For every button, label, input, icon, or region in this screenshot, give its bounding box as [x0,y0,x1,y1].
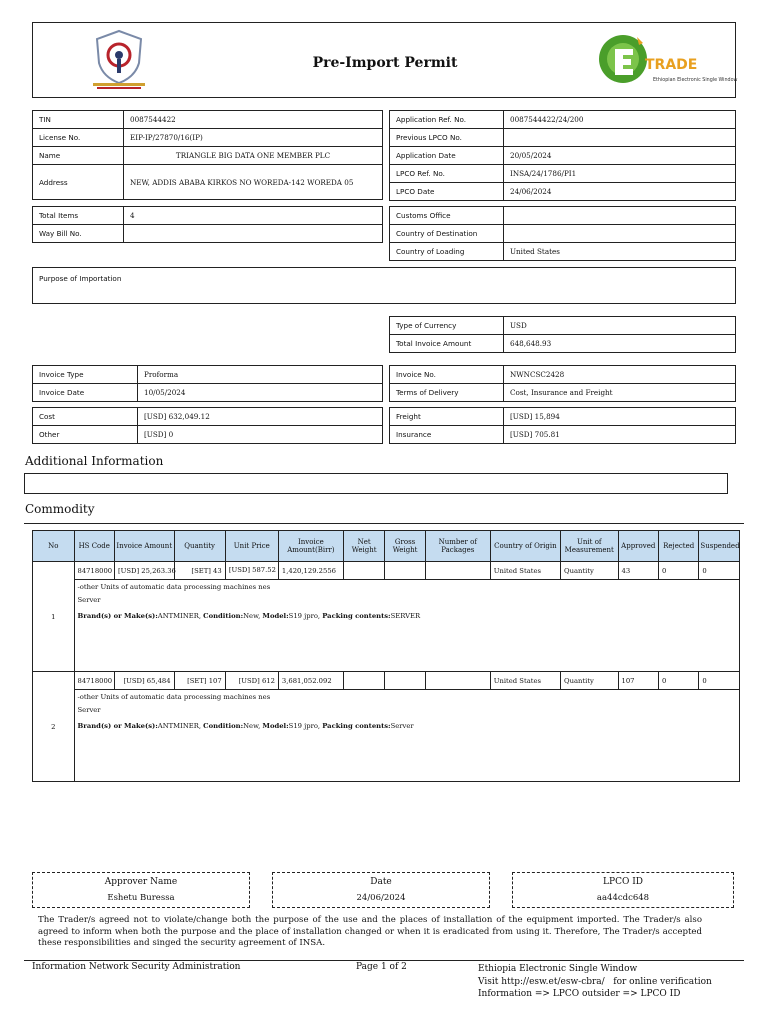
total-items-row [33,207,383,225]
gross-weight [385,672,425,690]
col-header: Rejected [658,531,698,562]
destination-label: Country of Destination [390,225,504,243]
row-number: 2 [33,672,75,782]
col-header: Number of Packages [425,531,490,562]
license-row [33,129,383,147]
currency-table [389,316,736,353]
freight-row [390,408,736,426]
application-table [389,110,736,201]
hs-code: 84718000 [74,672,114,690]
app-date-value: 20/05/2024 [504,147,736,165]
col-header: No [33,531,75,562]
description-line: Server [77,706,101,715]
net-weight [343,562,385,580]
commodity-table [32,530,740,782]
col-header: Quantity [174,531,225,562]
footer-org: Information Network Security Administration [32,962,241,972]
applicant-table [32,110,383,200]
description-line: -other Units of automatic data processing machines nes [77,583,271,591]
rejected: 0 [658,562,698,580]
approval-date-value: 24/06/2024 [356,893,406,903]
description-row [33,580,740,672]
approver-label: Approver Name [104,877,178,887]
footer-info: Information => LPCO outsider => LPCO ID [478,989,681,999]
customs-value [504,207,736,225]
commodity-description [74,690,739,782]
commodity-title: Commodity [25,502,95,516]
footer-visit: Visit http://esw.et/esw-cbra/ for online verification [478,977,712,987]
insurance-row [390,426,736,444]
lpco-ref-label: LPCO Ref. No. [390,165,504,183]
rejected: 0 [658,672,698,690]
packages [425,562,490,580]
total-invoice-value: 648,648.93 [504,335,736,353]
costs-right-table [389,407,736,444]
unit-price: [USD] 612 [225,672,278,690]
invoice-type-row [33,366,383,384]
footer-divider [24,960,744,961]
unit-price: [USD] 587.52 [225,562,278,580]
commodity-header-row [33,531,740,562]
condition-value: New, [243,722,263,731]
loading-label: Country of Loading [390,243,504,261]
lpco-id-value: aa44cdc648 [596,893,650,903]
lpco-date-value: 24/06/2024 [504,183,736,201]
brand-value: ANTMINER, [157,612,204,621]
svg-text:TRADE: TRADE [645,57,698,73]
invoice-no-label: Invoice No. [390,366,504,384]
description-line: Server [77,596,101,605]
name-value: TRIANGLE BIG DATA ONE MEMBER PLC [124,147,383,165]
country-of-origin: United States [490,562,560,580]
country-of-origin: United States [490,672,560,690]
condition-value: New, [243,612,263,621]
approver-value: Eshetu Buressa [107,893,175,903]
address-value: NEW, ADDIS ABABA KIRKOS NO WOREDA-142 WOREDA 05 [124,165,383,200]
customs-table [389,206,736,261]
waybill-row [33,225,383,243]
destination-row [390,225,736,243]
destination-value [504,225,736,243]
approver-box [32,872,250,908]
invoice-no-row [390,366,736,384]
waybill-value [124,225,383,243]
svg-text:Ethiopian Electronic Single Wi: Ethiopian Electronic Single Window [653,78,738,83]
costs-left-table [32,407,383,444]
brand-line [78,611,736,621]
purpose-box [32,267,736,304]
brand-label: Brand(s) or Make(s): [77,722,158,731]
col-header: Invoice Amount [114,531,174,562]
invoice-type-label: Invoice Type [33,366,138,384]
additional-info-title: Additional Information [25,454,164,468]
insurance-value: [USD] 705.81 [504,426,736,444]
invoice-date-value: 10/05/2024 [138,384,383,402]
invoice-amount: [USD] 65,484 [114,672,174,690]
table-row [33,672,740,690]
loading-value: United States [504,243,736,261]
col-header: HS Code [74,531,114,562]
prev-lpco-value [504,129,736,147]
packing-value: Server [390,722,414,731]
model-label: Model: [262,612,289,621]
page-number: Page 1 of 2 [356,962,407,972]
customs-label: Customs Office [390,207,504,225]
currency-type-value: USD [504,317,736,335]
approved: 107 [618,672,658,690]
app-ref-row [390,111,736,129]
currency-type-row [390,317,736,335]
col-header: Approved [618,531,658,562]
total-invoice-label: Total Invoice Amount [390,335,504,353]
invoice-amount-birr: 3,681,052.092 [278,672,343,690]
approved: 43 [618,562,658,580]
etrade-logo-icon [593,29,738,91]
col-header: Unit Price [225,531,278,562]
col-header: Country of Origin [490,531,560,562]
license-label: License No. [33,129,124,147]
lpco-id-label: LPCO ID [603,877,643,887]
col-header: Gross Weight [385,531,425,562]
additional-info-box [24,473,728,494]
suspended: 0 [699,562,740,580]
invoice-type-value: Proforma [138,366,383,384]
quantity: [SET] 107 [174,672,225,690]
tin-value: 0087544422 [124,111,383,129]
lpco-date-row [390,183,736,201]
cost-label: Cost [33,408,138,426]
lpco-ref-row [390,165,736,183]
condition-label: Condition: [203,722,244,731]
loading-row [390,243,736,261]
app-ref-label: Application Ref. No. [390,111,504,129]
packing-value: SERVER [390,612,421,621]
customs-row [390,207,736,225]
gross-weight [385,562,425,580]
brand-line [78,721,736,731]
approval-date-box [272,872,490,908]
col-header: Suspended [699,531,740,562]
currency-type-label: Type of Currency [390,317,504,335]
unit-of-measurement: Quantity [561,562,618,580]
brand-label: Brand(s) or Make(s): [77,612,158,621]
col-header: Invoice Amount(Birr) [278,531,343,562]
description-line: -other Units of automatic data processing machines nes [77,693,271,701]
col-header: Net Weight [343,531,385,562]
commodity-divider [24,523,744,524]
terms-label: Terms of Delivery [390,384,504,402]
invoice-date-label: Invoice Date [33,384,138,402]
app-date-row [390,147,736,165]
tin-label: TIN [33,111,124,129]
freight-label: Freight [390,408,504,426]
app-date-label: Application Date [390,147,504,165]
invoice-right-table [389,365,736,402]
cost-value: [USD] 632,049.12 [138,408,383,426]
unit-of-measurement: Quantity [561,672,618,690]
prev-lpco-label: Previous LPCO No. [390,129,504,147]
packing-label: Packing contents: [322,722,391,731]
name-row [33,147,383,165]
app-ref-value: 0087544422/24/200 [504,111,736,129]
model-value: S19 jpro, [288,612,323,621]
approval-date-label: Date [370,877,392,887]
insurance-label: Insurance [390,426,504,444]
hs-code: 84718000 [74,562,114,580]
other-row [33,426,383,444]
lpco-date-label: LPCO Date [390,183,504,201]
header-box [32,22,736,98]
terms-value: Cost, Insurance and Freight [504,384,736,402]
footer-esw: Ethiopia Electronic Single Window [478,964,638,974]
invoice-left-table [32,365,383,402]
row-number: 1 [33,562,75,672]
license-value: EIP-IP/27870/16(IP) [124,129,383,147]
invoice-amount: [USD] 25,263.36 [114,562,174,580]
commodity-description [74,580,739,672]
other-value: [USD] 0 [138,426,383,444]
invoice-amount-birr: 1,420,129.2556 [278,562,343,580]
model-value: S19 jpro, [288,722,323,731]
packing-label: Packing contents: [322,612,391,621]
address-row [33,165,383,200]
invoice-no-value: NWNCSC2428 [504,366,736,384]
total-items-label: Total Items [33,207,124,225]
total-items-value: 4 [124,207,383,225]
lpco-id-box [512,872,734,908]
other-label: Other [33,426,138,444]
waybill-label: Way Bill No. [33,225,124,243]
address-label: Address [33,165,124,200]
page-title: Pre-Import Permit [312,55,458,71]
model-label: Model: [262,722,289,731]
quantity: [SET] 43 [174,562,225,580]
brand-value: ANTMINER, [157,722,204,731]
table-row [33,562,740,580]
total-invoice-row [390,335,736,353]
cost-row [33,408,383,426]
freight-value: [USD] 15,894 [504,408,736,426]
packages [425,672,490,690]
tin-row [33,111,383,129]
lpco-ref-value: INSA/24/1786/PI1 [504,165,736,183]
col-header: Unit of Measurement [561,531,618,562]
invoice-date-row [33,384,383,402]
description-row [33,690,740,782]
suspended: 0 [699,672,740,690]
terms-row [390,384,736,402]
items-table [32,206,383,243]
condition-label: Condition: [203,612,244,621]
disclaimer-text: The Trader/s agreed not to violate/change both the purpose of the use and the places of installation of the equipment imported. The Trader/s also agreed to inform when both the purpose and the place of installation changed or when it is eradicated from using it. Therefore, The Trader/s accepted these responsibilities and singed the security agreement of INSA. [38,915,702,949]
net-weight [343,672,385,690]
prev-lpco-row [390,129,736,147]
name-label: Name [33,147,124,165]
purpose-label: Purpose of Importation [39,274,122,283]
